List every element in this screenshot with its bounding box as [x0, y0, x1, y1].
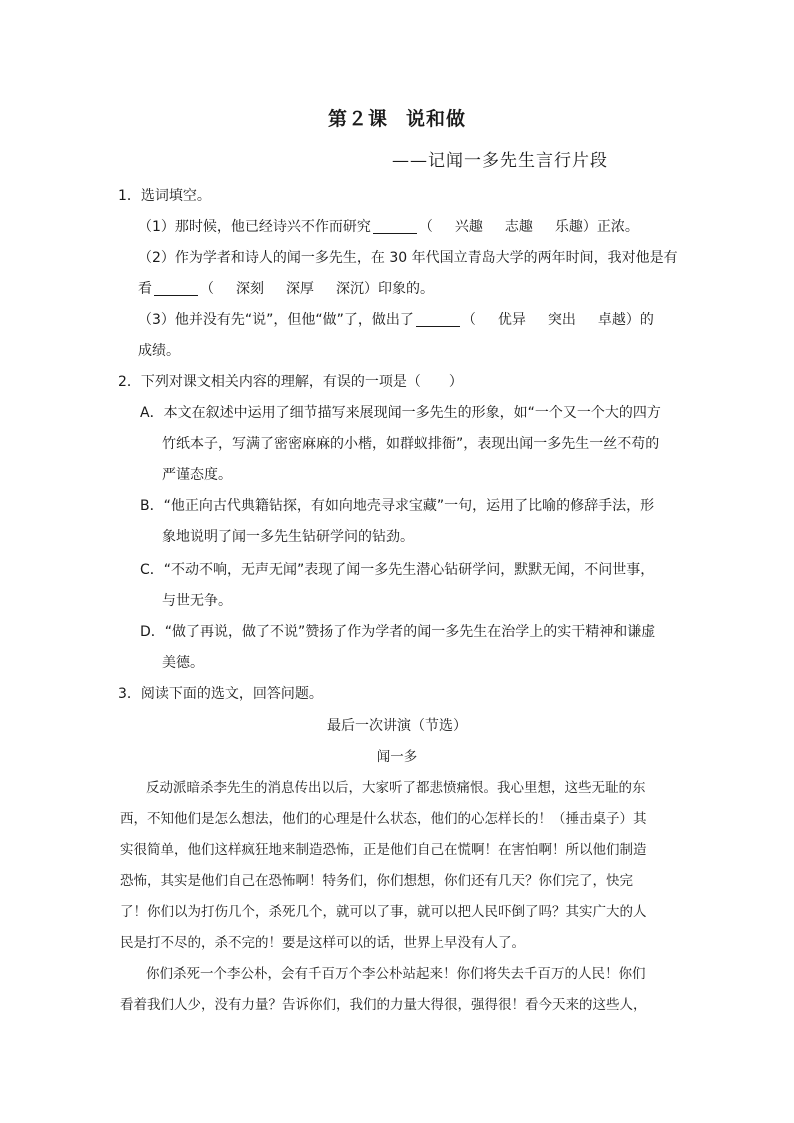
q2-option-d-cont: 美德。: [162, 655, 204, 671]
option: 深厚: [286, 281, 314, 297]
q2-stem: 2．下列对课文相关内容的理解，有误的一项是（ ）: [118, 374, 463, 390]
q2-option-c: C．“不动不响，无声无闻”表现了闻一多先生潜心钻研学问，默默无闻，不问世事，: [140, 562, 655, 578]
answer-blank[interactable]: [154, 281, 198, 296]
q2-option-b: B．“他正向古代典籍钻探，有如向地壳寻求宝藏”一句，运用了比喻的修辞手法，形: [140, 498, 655, 514]
q1-item-2-line1: （2）作为学者和诗人的闻一多先生，在 30 年代国立青岛大学的两年时间，我对他是有: [138, 250, 678, 266]
option: 突出: [547, 312, 576, 328]
answer-blank[interactable]: [373, 219, 417, 234]
option: 深沉: [336, 281, 364, 297]
lesson-title: [0, 104, 794, 131]
q2-option-a-cont: 严谨态度。: [162, 467, 232, 483]
q3-stem: 3．阅读下面的选文，回答问题。: [118, 686, 323, 702]
option: 深刻: [236, 281, 264, 297]
q1-item-3-line1: （3）他并没有先“说”，但他“做”了，做出了 （ 优异 突出 卓越）的: [138, 312, 654, 328]
q2-option-a: A．本文在叙述中运用了细节描写来展现闻一多先生的形象，如“一个又一个大的四方: [140, 405, 661, 421]
option: 优异: [497, 312, 526, 328]
option: 兴趣: [454, 219, 483, 235]
answer-blank[interactable]: [416, 312, 460, 327]
q1-item-2-line2: 看 （ 深刻 深厚 深沉）印象的。: [138, 281, 434, 297]
passage-line: 西，不知他们是怎么想法，他们的心理是什么状态，他们的心怎样长的！（捶击桌子）其: [120, 811, 647, 827]
passage-line: 你们杀死一个李公朴，会有千百万个李公朴站起来！你们将失去千百万的人民！你们: [146, 966, 646, 982]
lesson-subtitle: ——记闻一多先生言行片段: [392, 151, 608, 171]
lesson-number: 第２课: [327, 108, 388, 130]
passage-line: 恐怖，其实是他们自己在恐怖啊！特务们，你们想想，你们还有几天？你们完了，快完: [120, 873, 633, 889]
passage-line: 了！你们以为打伤几个，杀死几个，就可以了事，就可以把人民吓倒了吗？其实广大的人: [120, 904, 647, 920]
passage-line: 看着我们人少，没有力量？告诉你们，我们的力量大得很，强得很！看今天来的这些人，: [120, 997, 647, 1013]
q1-item-1: （1）那时候，他已经诗兴不作而研究 （ 兴趣 志趣 乐趣）正浓。: [138, 219, 639, 235]
lesson-name: 说和做: [406, 108, 467, 130]
option: 志趣: [504, 219, 533, 235]
passage-line: 实很简单，他们这样疯狂地来制造恐怖，正是他们自己在慌啊！在害怕啊！所以他们制造: [120, 842, 647, 858]
q2-option-a-cont: 竹纸本子，写满了密密麻麻的小楷，如群蚁排衙”，表现出闻一多先生一丝不苟的: [162, 436, 660, 452]
passage-title: 最后一次讲演（节选）: [327, 718, 467, 734]
passage-author: 闻一多: [376, 749, 418, 765]
option: 卓越: [597, 312, 626, 328]
q1-stem: 1．选词填空。: [118, 188, 211, 204]
passage-line: 反动派暗杀李先生的消息传出以后，大家听了都悲愤痛恨。我心里想，这些无耻的东: [146, 780, 646, 796]
q2-option-d: D．“做了再说，做了不说”赞扬了作为学者的闻一多先生在治学上的实干精神和谦虚: [140, 624, 656, 640]
q2-option-c-cont: 与世无争。: [162, 593, 232, 609]
passage-line: 民是打不尽的，杀不完的！要是这样可以的话，世界上早没有人了。: [120, 935, 525, 951]
option: 乐趣: [554, 219, 583, 235]
q1-item-3-line2: 成绩。: [138, 343, 180, 359]
q2-option-b-cont: 象地说明了闻一多先生钻研学问的钻劲。: [162, 529, 414, 545]
